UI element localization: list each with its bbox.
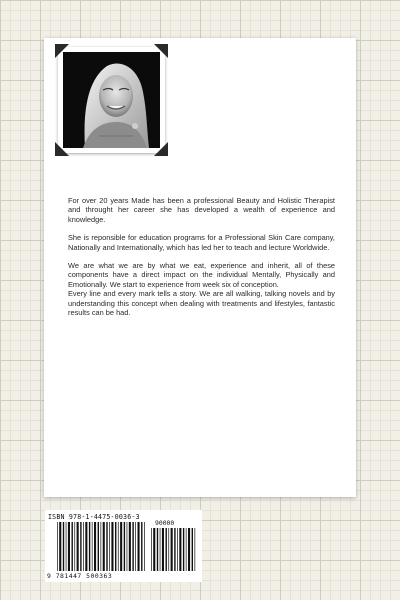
isbn-barcode-box [45,510,202,582]
barcode-bar [59,522,61,571]
barcode-bar [171,528,173,571]
barcode-bar [153,528,155,571]
barcode-bar [68,522,70,571]
barcode-bar [138,522,140,571]
price-code: 90000 [155,519,175,527]
barcode-bar [94,522,96,571]
barcode-bar [132,522,133,571]
bio-paragraph: We are what we are by what we eat, experience and inherit, all of these components have a direct impact on the individual Mentally, Physically and Emotionally. We start to experience from week six of conception. [68,261,335,289]
barcode-bar [74,522,75,571]
barcode-bar [89,522,90,571]
barcode-bar [83,522,84,571]
barcode-bar [127,522,128,571]
isbn-label: ISBN 978-1-4475-0036-3 [48,513,140,521]
barcode-bar [183,528,184,571]
barcode-bar [109,522,110,571]
barcode-bar [141,522,142,571]
barcode-bar [77,522,79,571]
author-photo [63,52,160,148]
barcode-bar [135,522,136,571]
barcode-bar [144,522,145,571]
barcode-bar [111,522,113,571]
barcode-bar [101,522,102,571]
barcode-bar [92,522,93,571]
barcode-bar [115,522,116,571]
barcode-bar [66,522,67,571]
barcode-bar [80,522,81,571]
bio-paragraph: For over 20 years Made has been a professional Beauty and Holistic Therapist and throught her career she has developed a wealth of experience and knowledge. [68,196,335,224]
barcode-bar [195,528,196,571]
barcode-bar [177,528,178,571]
barcode-bar [168,528,169,571]
barcode-bar [72,522,73,571]
barcode-bar [162,528,164,571]
barcode-bar [120,522,122,571]
barcode-bar [129,522,131,571]
barcode-bar [118,522,119,571]
barcode-bar [174,528,175,571]
barcode-bar [188,528,190,571]
barcode-bar [192,528,193,571]
barcode-bar [186,528,187,571]
bio-paragraph: Every line and every mark tells a story. We are all walking, talking novels and by understanding this concept when dealing with treatments and lifestyles, fantastic results can be had. [68,289,335,318]
barcode-bar [63,522,64,571]
barcode-bar [124,522,125,571]
author-bio [68,196,335,326]
barcode-bar [103,522,105,571]
barcode-bar [85,522,87,571]
barcode-bar [160,528,161,571]
author-photo-frame [58,47,165,153]
barcode-bar [57,522,58,571]
barcode-bar [98,522,99,571]
barcode-digits: 9 781447 500363 [47,572,113,580]
barcode-bar [106,522,107,571]
author-portrait-image [63,52,160,148]
barcode-bar [151,528,152,571]
barcode-bar [166,528,167,571]
barcode-bar [179,528,181,571]
barcode-bar [157,528,158,571]
bio-paragraph: She is reponsible for education programs for a Professional Skin Care company, Nationally and Internationally, which has led her to teach and lecture Worldwide. [68,233,335,252]
